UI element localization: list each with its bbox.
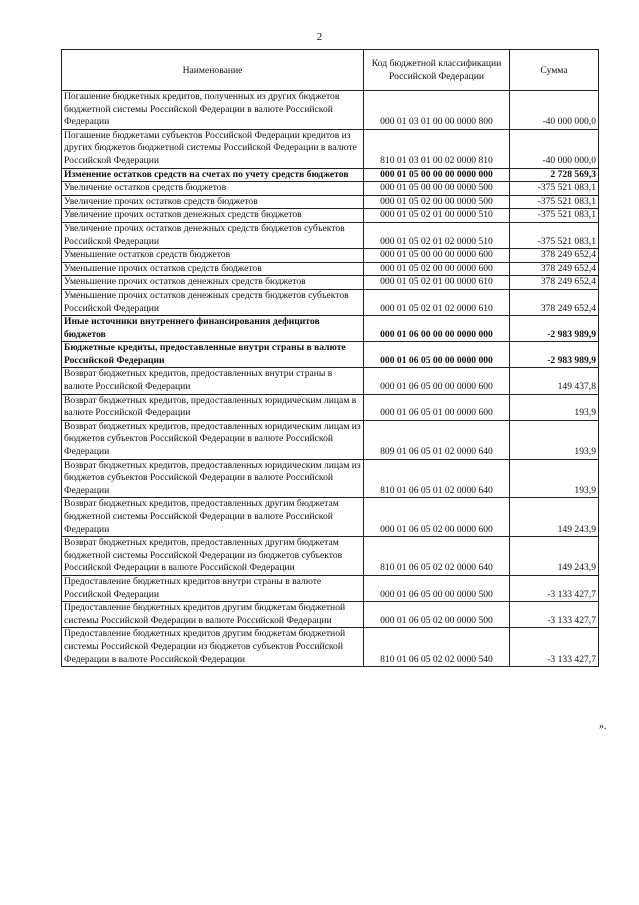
row-name-cell: Предоставление бюджетных кредитов другим бюджетам бюджетной системы Российской Федерации из бюджетов субъектов Российской Федерации в валюте Российской Федерации [62,628,364,667]
row-name-cell: Увеличение остатков средств бюджетов [62,182,364,196]
budget-sources-table [61,49,599,667]
table-row [62,537,599,576]
row-sum-cell: 149 437,8 [510,368,599,394]
row-name-cell: Возврат бюджетных кредитов, предоставленных юридическим лицам в валюте Российской Федерации [62,394,364,420]
row-sum-cell: 149 243,9 [510,498,599,537]
row-code-cell: 000 01 05 02 01 00 0000 510 [364,209,510,223]
row-name-cell: Уменьшение остатков средств бюджетов [62,249,364,263]
table-row [62,368,599,394]
row-name-cell: Предоставление бюджетных кредитов другим бюджетам бюджетной системы Российской Федерации в валюте Российской Федерации [62,602,364,628]
row-name-cell: Возврат бюджетных кредитов, предоставленных другим бюджетам бюджетной системы Российской Федерации из бюджетов субъектов Российской Федерации в валюте Российской Федерации [62,537,364,576]
row-code-cell: 810 01 06 05 01 02 0000 640 [364,459,510,498]
row-sum-cell: -3 133 427,7 [510,602,599,628]
row-sum-cell: 193,9 [510,459,599,498]
row-sum-cell: -40 000 000,0 [510,91,599,130]
row-sum-cell: -2 983 989,9 [510,342,599,368]
row-code-cell: 810 01 06 05 02 02 0000 540 [364,628,510,667]
table-row [62,498,599,537]
table-row [62,209,599,223]
table-row [62,316,599,342]
table-row [62,602,599,628]
row-code-cell: 810 01 06 05 02 02 0000 640 [364,537,510,576]
table-row [62,276,599,290]
page-number: 2 [316,31,323,43]
row-code-cell: 000 01 03 01 00 00 0000 800 [364,91,510,130]
row-code-cell: 000 01 05 02 01 02 0000 510 [364,222,510,248]
closing-quote-mark: ». [599,721,607,732]
row-code-cell: 000 01 06 05 01 00 0000 600 [364,394,510,420]
row-name-cell: Увеличение прочих остатков денежных средств бюджетов [62,209,364,223]
row-name-cell: Погашение бюджетами субъектов Российской Федерации кредитов из других бюджетов бюджетной системы Российской Федерации в валюте Российской Федерации [62,129,364,168]
row-sum-cell: -375 521 083,1 [510,209,599,223]
row-sum-cell: -3 133 427,7 [510,628,599,667]
row-name-cell: Возврат бюджетных кредитов, предоставленных внутри страны в валюте Российской Федерации [62,368,364,394]
row-code-cell: 000 01 05 00 00 00 0000 000 [364,168,510,182]
table-row [62,222,599,248]
row-sum-cell: -375 521 083,1 [510,182,599,196]
row-name-cell: Увеличение прочих остатков средств бюджетов [62,195,364,209]
row-sum-cell: -375 521 083,1 [510,195,599,209]
row-sum-cell: -3 133 427,7 [510,575,599,601]
table-row [62,262,599,276]
table-row [62,91,599,130]
row-name-cell: Предоставление бюджетных кредитов внутри страны в валюте Российской Федерации [62,575,364,601]
row-name-cell: Возврат бюджетных кредитов, предоставленных другим бюджетам бюджетной системы Российской Федерации в валюте Российской Федерации [62,498,364,537]
table-row [62,289,599,315]
table-row [62,628,599,667]
row-code-cell: 000 01 05 02 00 00 0000 600 [364,262,510,276]
header-code: Код бюджетной классификации Российской Федерации [364,50,510,91]
row-code-cell: 000 01 06 05 00 00 0000 500 [364,575,510,601]
row-sum-cell: 193,9 [510,394,599,420]
row-sum-cell: -2 983 989,9 [510,316,599,342]
table-row [62,342,599,368]
row-code-cell: 000 01 06 05 02 00 0000 600 [364,498,510,537]
header-sum: Сумма [510,50,599,91]
table-row [62,459,599,498]
row-sum-cell: 2 728 569,3 [510,168,599,182]
row-code-cell: 000 01 05 00 00 00 0000 500 [364,182,510,196]
row-sum-cell: 193,9 [510,420,599,459]
row-name-cell: Возврат бюджетных кредитов, предоставленных юридическим лицам из бюджетов субъектов Российской Федерации в валюте Российской Федерации [62,459,364,498]
row-sum-cell: -375 521 083,1 [510,222,599,248]
row-name-cell: Уменьшение прочих остатков денежных средств бюджетов [62,276,364,290]
row-code-cell: 000 01 05 02 00 00 0000 500 [364,195,510,209]
header-name: Наименование [62,50,364,91]
table-row [62,195,599,209]
table-row [62,182,599,196]
table-row [62,575,599,601]
table-header-row [62,50,599,91]
table-row [62,420,599,459]
row-code-cell: 810 01 03 01 00 02 0000 810 [364,129,510,168]
row-name-cell: Погашение бюджетных кредитов, полученных из других бюджетов бюджетной системы Российской Федерации в валюте Российской Федерации [62,91,364,130]
row-sum-cell: 378 249 652,4 [510,289,599,315]
row-sum-cell: 149 243,9 [510,537,599,576]
table-row [62,129,599,168]
row-name-cell: Иные источники внутреннего финансирования дефицитов бюджетов [62,316,364,342]
row-code-cell: 000 01 06 05 00 00 0000 600 [364,368,510,394]
row-code-cell: 809 01 06 05 01 02 0000 640 [364,420,510,459]
row-name-cell: Изменение остатков средств на счетах по учету средств бюджетов [62,168,364,182]
row-code-cell: 000 01 05 00 00 00 0000 600 [364,249,510,263]
row-code-cell: 000 01 05 02 01 00 0000 610 [364,276,510,290]
row-sum-cell: 378 249 652,4 [510,262,599,276]
row-name-cell: Уменьшение прочих остатков средств бюджетов [62,262,364,276]
row-sum-cell: 378 249 652,4 [510,249,599,263]
row-name-cell: Возврат бюджетных кредитов, предоставленных юридическим лицам из бюджетов субъектов Российской Федерации в валюте Российской Федерации [62,420,364,459]
row-sum-cell: -40 000 000,0 [510,129,599,168]
table-row [62,394,599,420]
row-name-cell: Бюджетные кредиты, предоставленные внутри страны в валюте Российской Федерации [62,342,364,368]
table-row [62,168,599,182]
row-code-cell: 000 01 06 05 02 00 0000 500 [364,602,510,628]
row-code-cell: 000 01 05 02 01 02 0000 610 [364,289,510,315]
table-body [62,91,599,667]
row-name-cell: Уменьшение прочих остатков денежных средств бюджетов субъектов Российской Федерации [62,289,364,315]
row-sum-cell: 378 249 652,4 [510,276,599,290]
row-name-cell: Увеличение прочих остатков денежных средств бюджетов субъектов Российской Федерации [62,222,364,248]
table-row [62,249,599,263]
row-code-cell: 000 01 06 05 00 00 0000 000 [364,342,510,368]
row-code-cell: 000 01 06 00 00 00 0000 000 [364,316,510,342]
